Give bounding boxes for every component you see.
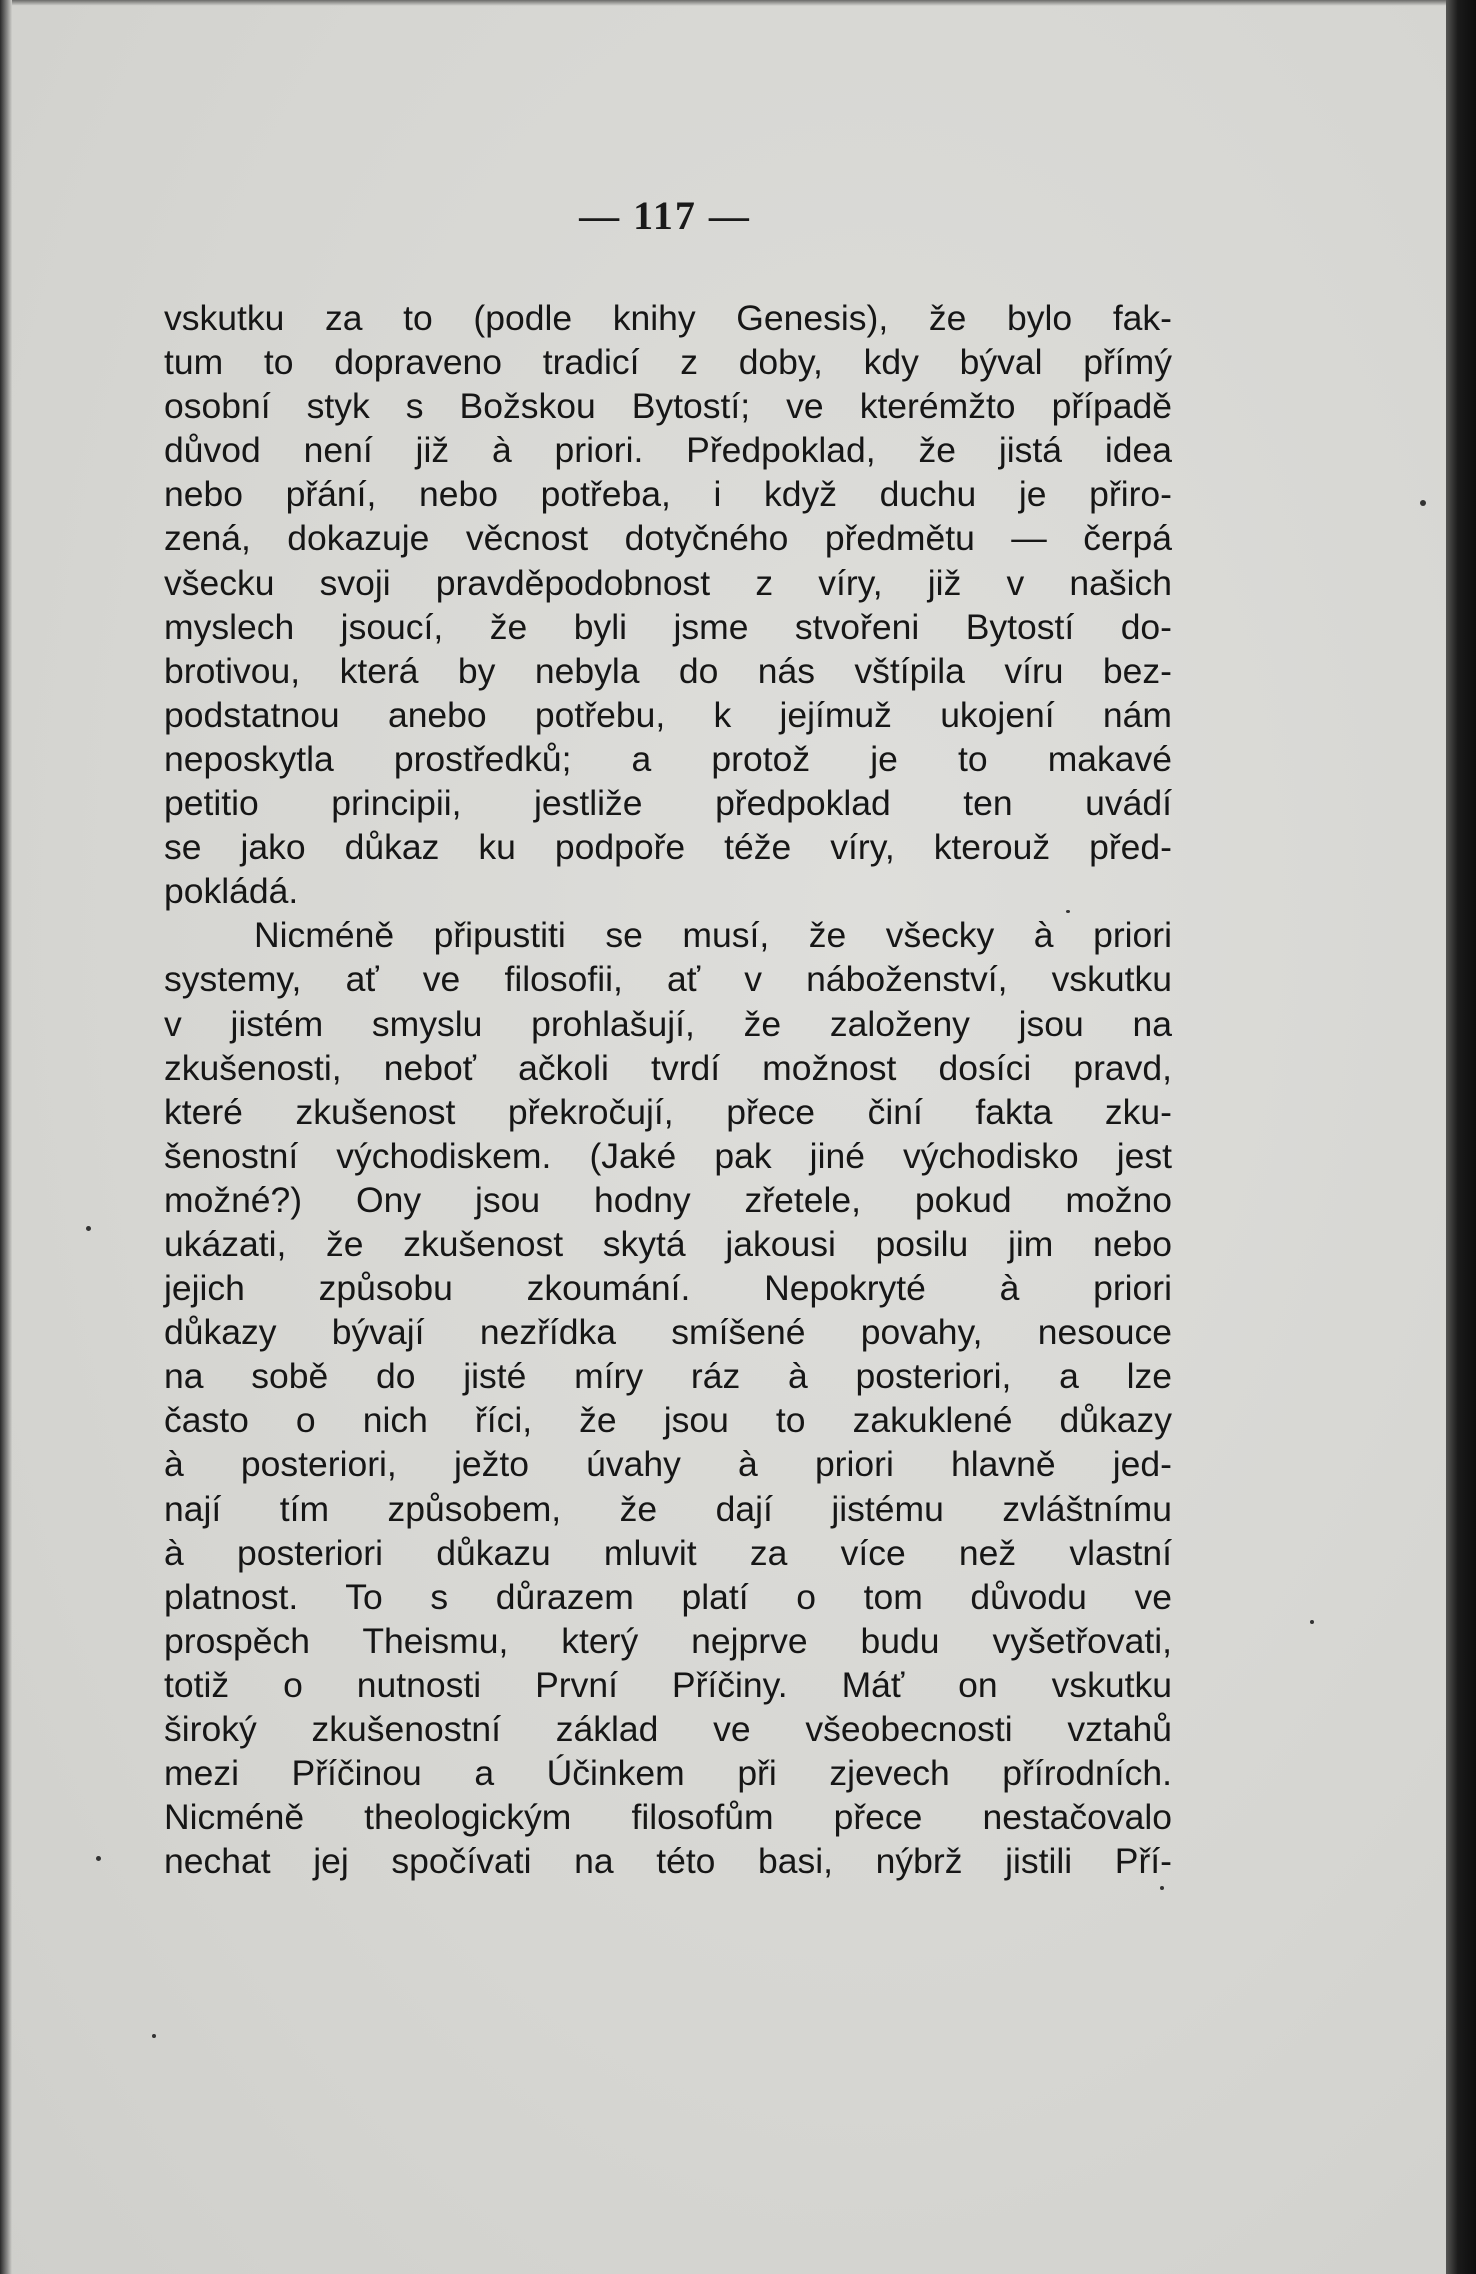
text-line: nebo přání, nebo potřeba, i když duchu je přiro- xyxy=(164,474,1172,515)
paper-speck xyxy=(1310,1620,1314,1624)
page-number: — 117 — xyxy=(579,193,751,238)
paper-speck xyxy=(96,1856,101,1861)
text-line: zená, dokazuje věcnost dotyčného předmětu — čerpá xyxy=(164,518,1172,559)
text-line: totiž o nutnosti První Příčiny. Máť on vskutku xyxy=(164,1664,1172,1705)
body-text xyxy=(164,296,1172,1883)
text-line: které zkušenost překročují, přece činí fakta zku- xyxy=(164,1091,1172,1132)
text-line: petitio principii, jestliže předpoklad ten uvádí xyxy=(164,783,1172,824)
text-line: myslech jsoucí, že byli jsme stvořeni Bytostí do- xyxy=(164,606,1172,647)
text-line: ukázati, že zkušenost skytá jakousi posilu jim nebo xyxy=(164,1223,1172,1264)
page-left-edge xyxy=(0,0,12,2274)
text-line: všecku svoji pravděpodobnost z víry, již v našich xyxy=(164,562,1172,603)
paper-speck xyxy=(1066,910,1070,913)
text-line: prospěch Theismu, který nejprve budu vyšetřovati, xyxy=(164,1620,1172,1661)
text-line: osobní styk s Božskou Bytostí; ve kterémžto případě xyxy=(164,386,1172,427)
paper-speck xyxy=(152,2034,156,2038)
text-line: šenostní východiskem. (Jaké pak jiné východisko jest xyxy=(164,1135,1172,1176)
text-line: mezi Příčinou a Účinkem při zjevech přírodních. xyxy=(164,1753,1172,1794)
text-line: důkazy bývají nezřídka smíšené povahy, nesouce xyxy=(164,1312,1172,1353)
text-line: systemy, ať ve filosofii, ať v náboženství, vskutku xyxy=(164,959,1172,1000)
text-line: tum to dopraveno tradicí z doby, kdy býval přímý xyxy=(164,342,1172,383)
text-line: zkušenosti, neboť ačkoli tvrdí možnost dosíci pravd, xyxy=(164,1047,1172,1088)
text-line: nají tím způsobem, že dají jistému zvláštnímu xyxy=(164,1488,1172,1529)
text-line: nechat jej spočívati na této basi, nýbrž jistili Pří- xyxy=(164,1841,1172,1882)
text-line: à posteriori, ježto úvahy à priori hlavně jed- xyxy=(164,1444,1172,1485)
paper-speck xyxy=(1160,1886,1164,1890)
text-line: na sobě do jisté míry ráz à posteriori, a lze xyxy=(164,1356,1172,1397)
text-line-paragraph-end: pokládá. xyxy=(164,871,299,912)
text-line: v jistém smyslu prohlašují, že založeny jsou na xyxy=(164,1003,1172,1044)
paper-speck xyxy=(1420,500,1426,506)
text-line: Nicméně theologickým filosofům přece nestačovalo xyxy=(164,1797,1172,1838)
text-line: se jako důkaz ku podpoře téže víry, kterouž před- xyxy=(164,827,1172,868)
text-line: jejich způsobu zkoumání. Nepokryté à priori xyxy=(164,1268,1172,1309)
page-top-edge xyxy=(0,0,1446,6)
text-line: podstatnou anebo potřebu, k jejímuž ukojení nám xyxy=(164,694,1172,735)
text-line: à posteriori důkazu mluvit za více než vlastní xyxy=(164,1532,1172,1573)
text-line: široký zkušenostní základ ve všeobecnosti vztahů xyxy=(164,1709,1172,1749)
text-line: platnost. To s důrazem platí o tom důvodu ve xyxy=(164,1576,1172,1617)
paper-speck xyxy=(86,1226,91,1231)
text-line-paragraph-start: Nicméně připustiti se musí, že všecky à priori xyxy=(254,915,1172,956)
text-line: možné?) Ony jsou hodny zřetele, pokud možno xyxy=(164,1179,1172,1220)
text-line: důvod není již à priori. Předpoklad, že jistá idea xyxy=(164,430,1172,471)
text-line: často o nich říci, že jsou to zakuklené důkazy xyxy=(164,1400,1172,1441)
page-right-shadow xyxy=(1446,0,1476,2274)
text-line: brotivou, která by nebyla do nás vštípila víru bez- xyxy=(164,650,1172,691)
text-line: vskutku za to (podle knihy Genesis), že bylo fak- xyxy=(164,298,1172,338)
text-line: neposkytla prostředků; a protož je to makavé xyxy=(164,738,1172,779)
